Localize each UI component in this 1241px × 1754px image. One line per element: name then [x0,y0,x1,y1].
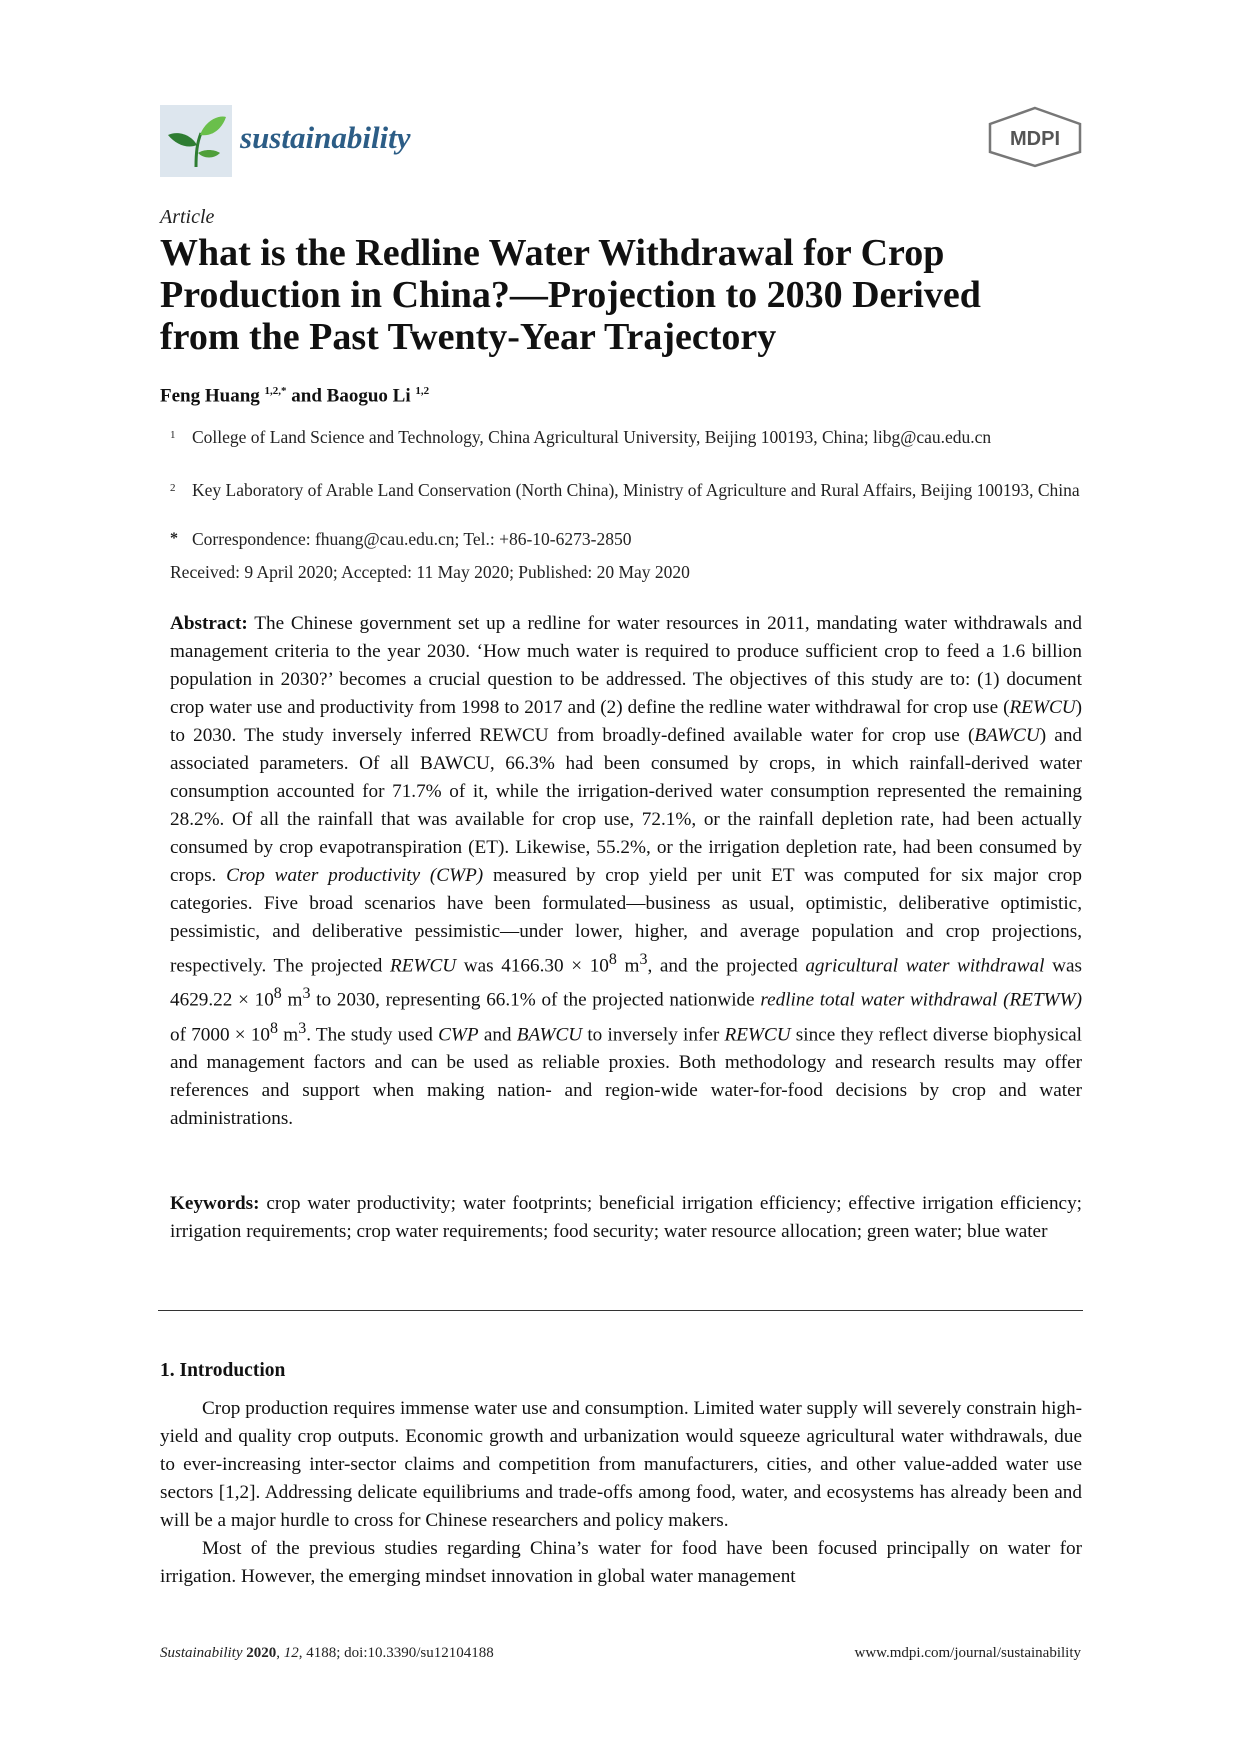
affiliation-number: 2 [170,482,176,494]
title-line: What is the Redline Water Withdrawal for Crop [160,232,945,274]
keywords-text: crop water productivity; water footprints; beneficial irrigation efficiency; effective irrigation efficiency; irrigation requirements; crop water requirements; food security; water resource allocation; green water; blue water [170,1193,1082,1242]
abstract [170,610,1082,1133]
abstract-superscript: 3 [298,1019,307,1037]
author-affiliation-mark: 1,2 [415,385,430,397]
abstract-superscript: 3 [302,985,311,1003]
leaf-sprout-icon [160,105,232,177]
abstract-text: was 4166.30 × 10 [456,955,609,977]
affiliation [170,425,1090,449]
title-line: Production in China?—Projection to 2030 Derived [160,274,981,316]
publisher-name: MDPI [1010,128,1060,150]
journal-logo [160,105,232,177]
abstract-term: REWCU [724,1024,791,1046]
journal-name: sustainability [240,120,411,155]
abstract-text: ) and associated parameters. Of all BAWCU, 66.3% had been consumed by crops, in which rainfall-derived water consumption accounted for 71.7% of it, while the irrigation-derived water consumption represented the remaining 28.2%. Of all the rainfall that was available for crop use, 72.1%, or the rainfall depletion rate, had been actually consumed by crop evapotranspiration (ET). Likewise, 55.2%, or the irrigation depletion rate, had been consumed by crops. [170,725,1083,886]
abstract-term: Crop water productivity (CWP) [226,865,484,886]
abstract-text: m [278,1024,299,1046]
abstract-superscript: 3 [639,951,648,968]
abstract-text: of 7000 × 10 [170,1024,271,1046]
author-name: Feng Huang [160,385,260,407]
affiliation-number: 1 [170,429,176,441]
keywords [170,1190,1082,1246]
abstract-text: The Chinese government set up a redline for water resources in 2011, mandating water withdrawals and management criteria to the year 2030. ‘How much water is required to produce sufficient crop to feed a 1.6 billion population in 2030?’ becomes a crucial question to be addressed. The objectives of this study are to: (1) document crop water use and productivity from 1998 to 2017 and (2) define the redline water withdrawal for crop use ( [170,613,1082,718]
paragraph: Most of the previous studies regarding China’s water for food have been focused principally on water for irrigation. However, the emerging mindset innovation in global water management [160,1538,1082,1587]
abstract-text: to 2030, representing 66.1% of the projected nationwide [310,989,761,1011]
abstract-term: BAWCU [516,1024,583,1046]
author-list [160,385,429,407]
abstract-superscript: 8 [270,1019,279,1037]
abstract-text: ) to 2030. The study inversely inferred REWCU from broadly-defined available water for crop use ( [170,697,1082,746]
abstract-text: , and the projected [647,955,806,977]
article-type: Article [160,206,215,228]
abstract-superscript: 8 [273,985,282,1003]
correspondence-text: Correspondence: fhuang@cau.edu.cn; Tel.: +86-10-6273-2850 [192,529,632,549]
keywords-label: Keywords: [170,1193,260,1214]
abstract-term: agricultural water withdrawal [805,955,1045,977]
affiliation [170,478,1090,502]
author-name: Baoguo Li [326,385,411,407]
publication-dates: Received: 9 April 2020; Accepted: 11 May 2020; Published: 20 May 2020 [170,562,690,582]
abstract-text: to inversely infer [582,1024,725,1046]
author-affiliation-mark: 1,2,* [264,385,287,397]
abstract-term: REWCU [1009,697,1076,718]
citation-footer: Sustainability 2020, 12, 4188; doi:10.3390/su12104188 [160,1645,494,1661]
abstract-text: m [616,955,640,977]
affiliation-text: College of Land Science and Technology, China Agricultural University, Beijing 100193, China; libg@cau.edu.cn [192,427,992,447]
abstract-term: redline total water withdrawal (RETWW) [760,989,1082,1011]
section-heading: 1. Introduction [160,1360,286,1381]
footer-volume: 12 [283,1645,299,1661]
article-title [160,232,1060,358]
abstract-text: since they reflect diverse biophysical and management factors and can be used as reliable proxies. Both methodology and research results may offer references and support when making nation- and region-wide water-for-food decisions by crop and water administrations. [170,1024,1082,1130]
abstract-superscript: 8 [608,951,617,968]
abstract-text: . The study used [306,1024,439,1046]
footer-year: 2020 [246,1645,277,1661]
abstract-text: measured by crop yield per unit ET was computed for six major crop categories. Five broad scenarios have been formulated—business as usual, optimistic, deliberative optimistic, pessimistic, and deliberative pessimistic—under lower, higher, and average population and crop projections, respectively. The projected [170,865,1082,977]
introduction-body [160,1395,1082,1591]
abstract-text: was 4629.22 × 10 [170,955,1082,1011]
abstract-label: Abstract: [170,613,248,634]
correspondence-mark: * [170,530,178,547]
correspondence [170,527,1090,551]
title-line: from the Past Twenty-Year Trajectory [160,316,777,358]
abstract-term: REWCU [390,955,457,977]
affiliation-text: Key Laboratory of Arable Land Conservation (North China), Ministry of Agriculture and Rural Affairs, Beijing 100193, China [192,480,1080,500]
author-conjunction: and [291,385,322,407]
abstract-text: m [281,989,303,1011]
mdpi-logo [985,106,1085,168]
abstract-term: BAWCU [974,725,1040,746]
journal-url[interactable]: www.mdpi.com/journal/sustainability [854,1645,1081,1661]
footer-journal: Sustainability [160,1645,243,1661]
abstract-text: and [478,1024,517,1046]
paragraph: Crop production requires immense water use and consumption. Limited water supply will severely constrain high-yield and quality crop outputs. Economic growth and urbanization would squeeze agricultural water withdrawals, due to ever-increasing inter-sector claims and competition from manufacturers, cities, and other value-added water use sectors [1,2]. Addressing delicate equilibriums and trade-offs among food, water, and ecosystems has already been and will be a major hurdle to cross for Chinese researchers and policy makers. [160,1398,1082,1531]
footer-doi: , 4188; doi:10.3390/su12104188 [298,1645,494,1661]
abstract-term: CWP [438,1024,479,1046]
section-divider [158,1310,1083,1311]
